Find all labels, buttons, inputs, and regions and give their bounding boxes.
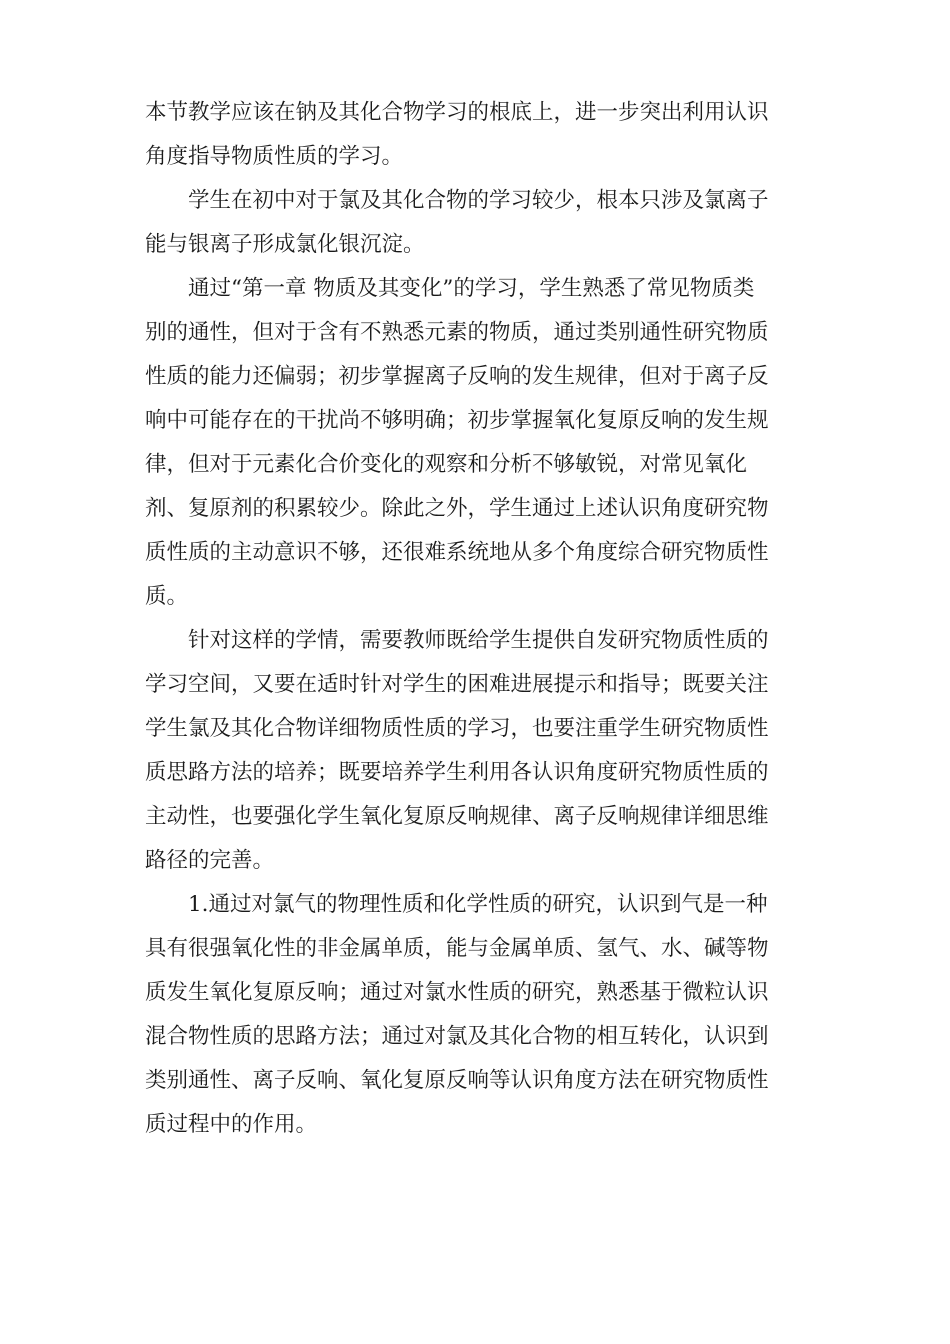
text-line: 具有很强氧化性的非金属单质，能与金属单质、氢气、水、碱等物 — [145, 936, 769, 961]
text-line: 本节教学应该在钠及其化合物学习的根底上，进一步突出利用认识 — [145, 100, 769, 125]
text-line: 性质的能力还偏弱；初步掌握离子反响的发生规律，但对于离子反 — [145, 364, 769, 389]
text-line: 响中可能存在的干扰尚不够明确；初步掌握氧化复原反响的发生规 — [145, 408, 769, 433]
text-line: 学生在初中对于氯及其化合物的学习较少，根本只涉及氯离子 — [188, 188, 769, 213]
text-line: 质发生氧化复原反响；通过对氯水性质的研究，熟悉基于微粒认识 — [145, 980, 769, 1005]
text-line: 学习空间，又要在适时针对学生的困难进展提示和指导；既要关注 — [145, 672, 769, 697]
paragraph-5 — [145, 883, 815, 1147]
text-line: 针对这样的学情，需要教师既给学生提供自发研究物质性质的 — [188, 628, 769, 653]
paragraph-2 — [145, 179, 815, 267]
text-line: 学生氯及其化合物详细物质性质的学习，也要注重学生研究物质性 — [145, 716, 769, 741]
text-line: 律，但对于元素化合价变化的观察和分析不够敏锐，对常见氧化 — [145, 452, 748, 477]
text-line: 路径的完善。 — [145, 848, 275, 873]
text-line: 类别通性、离子反响、氧化复原反响等认识角度方法在研究物质性 — [145, 1068, 769, 1093]
text-line: 角度指导物质性质的学习。 — [145, 144, 404, 169]
text-line: 质。 — [145, 584, 189, 609]
text-line: 质思路方法的培养；既要培养学生利用各认识角度研究物质性质的 — [145, 760, 769, 785]
text-line: 剂、复原剂的积累较少。除此之外，学生通过上述认识角度研究物 — [145, 496, 769, 521]
text-line: 混合物性质的思路方法；通过对氯及其化合物的相互转化，认识到 — [145, 1024, 769, 1049]
document-body — [145, 91, 815, 1147]
paragraph-1 — [145, 91, 815, 179]
text-line: 质性质的主动意识不够，还很难系统地从多个角度综合研究物质性 — [145, 540, 769, 565]
text-line: 通过“第一章 物质及其变化”的学习，学生熟悉了常见物质类 — [188, 276, 755, 301]
text-line: 1.通过对氯气的物理性质和化学性质的研究，认识到气是一种 — [188, 892, 768, 917]
paragraph-4 — [145, 619, 815, 883]
text-line: 主动性，也要强化学生氧化复原反响规律、离子反响规律详细思维 — [145, 804, 769, 829]
paragraph-3 — [145, 267, 815, 619]
text-line: 别的通性，但对于含有不熟悉元素的物质，通过类别通性研究物质 — [145, 320, 769, 345]
text-line: 质过程中的作用。 — [145, 1112, 318, 1137]
text-line: 能与银离子形成氯化银沉淀。 — [145, 232, 425, 257]
